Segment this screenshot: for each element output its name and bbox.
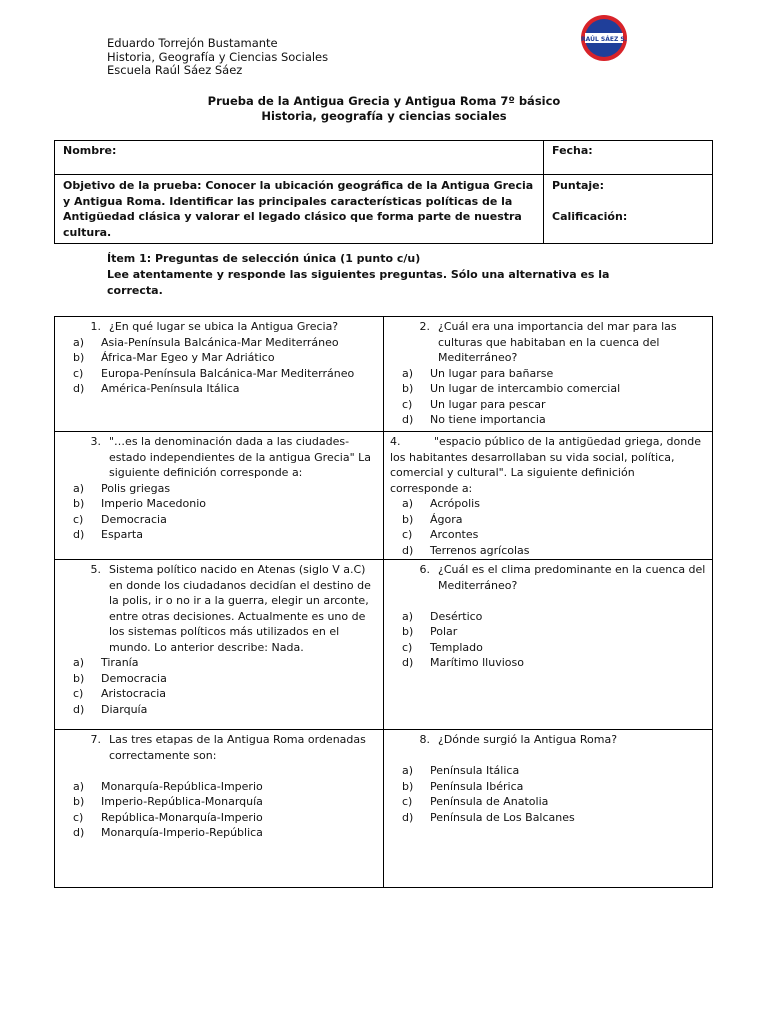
option-letter: a) — [73, 335, 85, 349]
option-c[interactable] — [61, 686, 377, 702]
option-letter: d) — [73, 528, 85, 541]
exam-title-block — [0, 94, 768, 124]
date-label: Fecha: — [552, 144, 593, 157]
item-heading: Ítem 1: Preguntas de selección única (1 punto c/u) — [107, 252, 421, 265]
option-a[interactable] — [390, 366, 706, 382]
option-text: Península de Anatolia — [430, 795, 549, 808]
option-b[interactable] — [61, 496, 377, 512]
option-text: Península de Los Balcanes — [430, 810, 575, 824]
option-a[interactable] — [390, 609, 706, 625]
option-letter: d) — [73, 382, 85, 395]
option-letter: c) — [402, 528, 413, 541]
option-letter: c) — [402, 397, 413, 411]
option-a[interactable] — [390, 763, 706, 779]
option-letter: b) — [402, 512, 414, 526]
option-text: Terrenos agrícolas — [430, 543, 530, 557]
author-name: Eduardo Torrejón Bustamante — [107, 36, 278, 50]
logo-text: RAÚL SÁEZ S. — [581, 36, 627, 43]
option-letter: b) — [402, 625, 414, 638]
option-letter: d) — [402, 656, 414, 669]
option-letter: d) — [402, 543, 414, 557]
option-text: Imperio Macedonio — [101, 497, 207, 510]
option-b[interactable] — [61, 671, 377, 687]
item-heading-block — [107, 251, 667, 299]
option-a[interactable] — [61, 481, 377, 497]
question-4 — [384, 432, 713, 560]
option-text: Un lugar de intercambio comercial — [430, 382, 621, 395]
option-letter: a) — [402, 764, 414, 777]
student-info-table — [54, 140, 713, 244]
option-b[interactable] — [390, 512, 706, 528]
option-text: Península Ibérica — [430, 779, 524, 793]
option-text: Ágora — [430, 512, 463, 526]
option-letter: c) — [73, 366, 84, 380]
question-text: ¿Dónde surgió la Antigua Roma? — [438, 733, 618, 746]
option-d[interactable] — [61, 825, 377, 841]
exam-title: Prueba de la Antigua Grecia y Antigua Roma 7º básico — [207, 94, 561, 108]
question-4-stem — [390, 434, 706, 496]
question-text: Las tres etapas de la Antigua Roma ordenadas correctamente son: — [109, 733, 366, 762]
option-text: Acrópolis — [430, 497, 480, 510]
score-label: Puntaje: — [552, 179, 605, 192]
question-text: ¿Cuál es el clima predominante en la cuenca del Mediterráneo? — [438, 563, 706, 592]
option-letter: c) — [73, 810, 84, 824]
option-a[interactable] — [61, 779, 377, 795]
option-d[interactable] — [390, 412, 706, 428]
option-c[interactable] — [390, 794, 706, 810]
option-c[interactable] — [61, 512, 377, 528]
option-text: Un lugar para pescar — [430, 397, 546, 411]
question-3 — [55, 432, 384, 560]
option-b[interactable] — [390, 624, 706, 640]
option-c[interactable] — [390, 640, 706, 656]
questions-table — [54, 316, 713, 888]
option-letter: c) — [73, 687, 84, 700]
question-number: 8. — [419, 733, 430, 746]
option-text: Asia-Península Balcánica-Mar Mediterráneo — [101, 335, 339, 349]
option-letter: a) — [73, 656, 85, 669]
option-text: Imperio-República-Monarquía — [101, 795, 263, 808]
exam-subtitle: Historia, geografía y ciencias sociales — [261, 109, 507, 123]
option-b[interactable] — [390, 381, 706, 397]
option-d[interactable] — [390, 810, 706, 826]
question-text: "espacio público de la antigüedad griega, donde los habitantes desarrollaban su vida social, política, comercial y cultural". La siguiente definición corresponde a: — [390, 435, 701, 495]
option-c[interactable] — [61, 366, 377, 382]
school-name: Escuela Raúl Sáez Sáez — [107, 63, 243, 77]
question-number: 7. — [90, 733, 101, 746]
subject-name: Historia, Geografía y Ciencias Sociales — [107, 49, 329, 64]
option-c[interactable] — [390, 397, 706, 413]
option-a[interactable] — [61, 335, 377, 351]
option-text: Tiranía — [101, 656, 139, 669]
question-8 — [384, 730, 713, 888]
option-letter: b) — [73, 795, 85, 808]
option-text: Esparta — [101, 528, 143, 541]
option-b[interactable] — [61, 350, 377, 366]
school-logo — [580, 14, 628, 62]
option-text: Marítimo lluvioso — [430, 656, 524, 669]
option-d[interactable] — [61, 381, 377, 397]
option-text: África-Mar Egeo y Mar Adriático — [101, 351, 275, 364]
option-letter: b) — [402, 382, 414, 395]
option-text: Monarquía-Imperio-República — [101, 826, 263, 839]
option-c[interactable] — [390, 527, 706, 543]
option-d[interactable] — [390, 655, 706, 671]
question-text: ¿En qué lugar se ubica la Antigua Grecia? — [109, 320, 339, 333]
option-a[interactable] — [390, 496, 706, 512]
option-text: Península Itálica — [430, 764, 520, 777]
option-text: Polis griegas — [101, 481, 171, 495]
question-7 — [55, 730, 384, 888]
option-d[interactable] — [61, 527, 377, 543]
option-text: Templado — [430, 640, 483, 654]
option-text: No tiene importancia — [430, 413, 546, 426]
option-text: Diarquía — [101, 702, 148, 716]
option-letter: b) — [402, 779, 414, 793]
question-text: "…es la denominación dada a las ciudades-estado independientes de la antigua Grecia" La siguiente definición corresponde a: — [109, 435, 372, 479]
option-letter: d) — [73, 826, 85, 839]
option-b[interactable] — [61, 794, 377, 810]
option-letter: b) — [73, 497, 85, 510]
question-number: 5. — [90, 563, 101, 576]
question-text: ¿Cuál era una importancia del mar para las culturas que habitaban en la cuenca del Mediterráneo? — [438, 320, 677, 364]
question-number: 2. — [419, 320, 430, 333]
document-header — [107, 37, 328, 78]
objective-text: Objetivo de la prueba: Conocer la ubicación geográfica de la Antigua Grecia y Antigua Roma. Identificar las principales características políticas de la Antigüedad clásica y valorar el legado clásico que forma parte de nuestra cultura. — [63, 179, 534, 239]
question-number: 3. — [90, 435, 101, 448]
option-letter: b) — [73, 671, 85, 685]
score-cell — [544, 175, 713, 244]
option-letter: c) — [402, 640, 413, 654]
option-text: República-Monarquía-Imperio — [101, 810, 263, 824]
question-5 — [55, 560, 384, 730]
option-text: Aristocracia — [101, 687, 167, 700]
option-text: Polar — [430, 625, 458, 638]
question-6 — [384, 560, 713, 730]
option-text: Democracia — [101, 671, 167, 685]
option-text: Democracia — [101, 512, 167, 526]
option-letter: d) — [402, 810, 414, 824]
option-text: Europa-Península Balcánica-Mar Mediterráneo — [101, 366, 355, 380]
date-cell[interactable] — [544, 141, 713, 175]
option-letter: d) — [73, 702, 85, 716]
option-text: Arcontes — [430, 528, 479, 541]
name-label: Nombre: — [63, 144, 117, 157]
option-d[interactable] — [390, 543, 706, 559]
question-number: 4. — [390, 435, 401, 448]
option-letter: a) — [402, 609, 414, 623]
option-text: América-Península Itálica — [101, 382, 240, 395]
option-text: Desértico — [430, 609, 483, 623]
option-c[interactable] — [61, 810, 377, 826]
question-number: 6. — [419, 563, 430, 576]
option-letter: a) — [402, 366, 414, 380]
question-text: Sistema político nacido en Atenas (siglo V a.C) en donde los ciudadanos decidían el destino de la polis, ir o no ir a la guerra, elegir un arconte, entre otras decisiones. Actualmente es uno de los sistemas políticos más utilizados en el mundo. Lo anterior describe: Nada. — [109, 563, 371, 654]
question-1 — [55, 317, 384, 432]
option-letter: b) — [73, 351, 85, 364]
item-instructions: Lee atentamente y responde las siguientes preguntas. Sólo una alternativa es la correcta. — [107, 268, 610, 297]
option-d[interactable] — [61, 702, 377, 718]
option-letter: a) — [73, 481, 85, 495]
option-letter: c) — [402, 795, 413, 808]
option-a[interactable] — [61, 655, 377, 671]
option-letter: a) — [402, 497, 414, 510]
option-letter: a) — [73, 779, 85, 793]
objective-cell — [55, 175, 544, 244]
option-text: Un lugar para bañarse — [430, 366, 554, 380]
option-b[interactable] — [390, 779, 706, 795]
option-letter: c) — [73, 512, 84, 526]
grade-label: Calificación: — [552, 209, 628, 223]
question-2 — [384, 317, 713, 432]
option-text: Monarquía-República-Imperio — [101, 779, 263, 793]
question-number: 1. — [90, 320, 101, 333]
name-cell[interactable] — [55, 141, 544, 175]
option-letter: d) — [402, 413, 414, 426]
